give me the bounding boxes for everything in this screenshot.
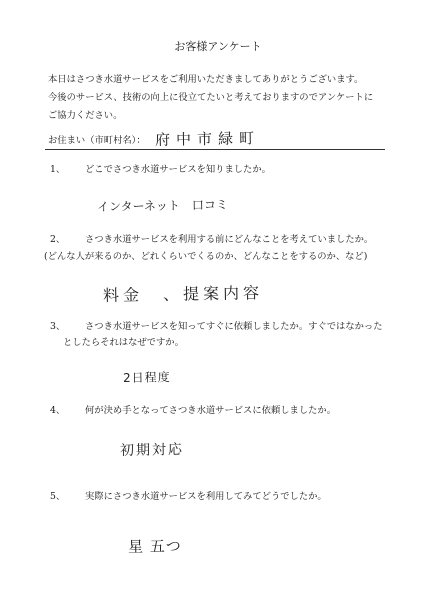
intro-line: ご協力ください。 xyxy=(48,110,123,121)
question-text: どこでさつき水道サービスを知りましたか。 xyxy=(85,164,271,175)
question-text: 実際にさつき水道サービスを利用してみてどうでしたか。 xyxy=(85,491,327,502)
address-answer: 府中市緑町 xyxy=(154,129,261,149)
question-text: さつき水道サービスを利用する前にどんなことを考えていましたか。 xyxy=(85,234,374,245)
answer-handwritten: 星 五つ xyxy=(127,537,182,556)
question-note: (どんな人が来るのか、どれくらいでくるのか、どんなことをするのか、など) xyxy=(44,251,368,262)
document-title: お客様アンケート xyxy=(174,40,262,53)
address-underline xyxy=(45,149,385,150)
intro-line: 本日はさつき水道サービスをご利用いただきましてありがとうございます。 xyxy=(48,74,364,85)
answer-handwritten: 料金 、提案内容 xyxy=(102,283,264,305)
address-label: お住まい（市町村名）： xyxy=(48,135,146,146)
question-number: 5、 xyxy=(50,491,66,502)
intro-line: 今後のサービス、技術の向上に役立てたいと考えておりますのでアンケートに xyxy=(48,92,374,103)
question-text: 何が決め手となってさつき水道サービスに依頼しましたか。 xyxy=(85,405,337,416)
question-number: 2、 xyxy=(50,234,66,245)
question-text: さつき水道サービスを知ってすぐに依頼しましたか。すぐではなかった xyxy=(85,321,383,332)
question-number: 1、 xyxy=(50,164,66,175)
question-number: 4、 xyxy=(50,405,66,416)
question-text: としたらそれはなぜですか。 xyxy=(63,337,184,348)
answer-handwritten: インターネット 口コミ xyxy=(96,197,229,214)
question-number: 3、 xyxy=(50,321,66,332)
answer-handwritten: 2日程度 xyxy=(122,370,171,385)
answer-handwritten: 初期対応 xyxy=(119,441,185,459)
